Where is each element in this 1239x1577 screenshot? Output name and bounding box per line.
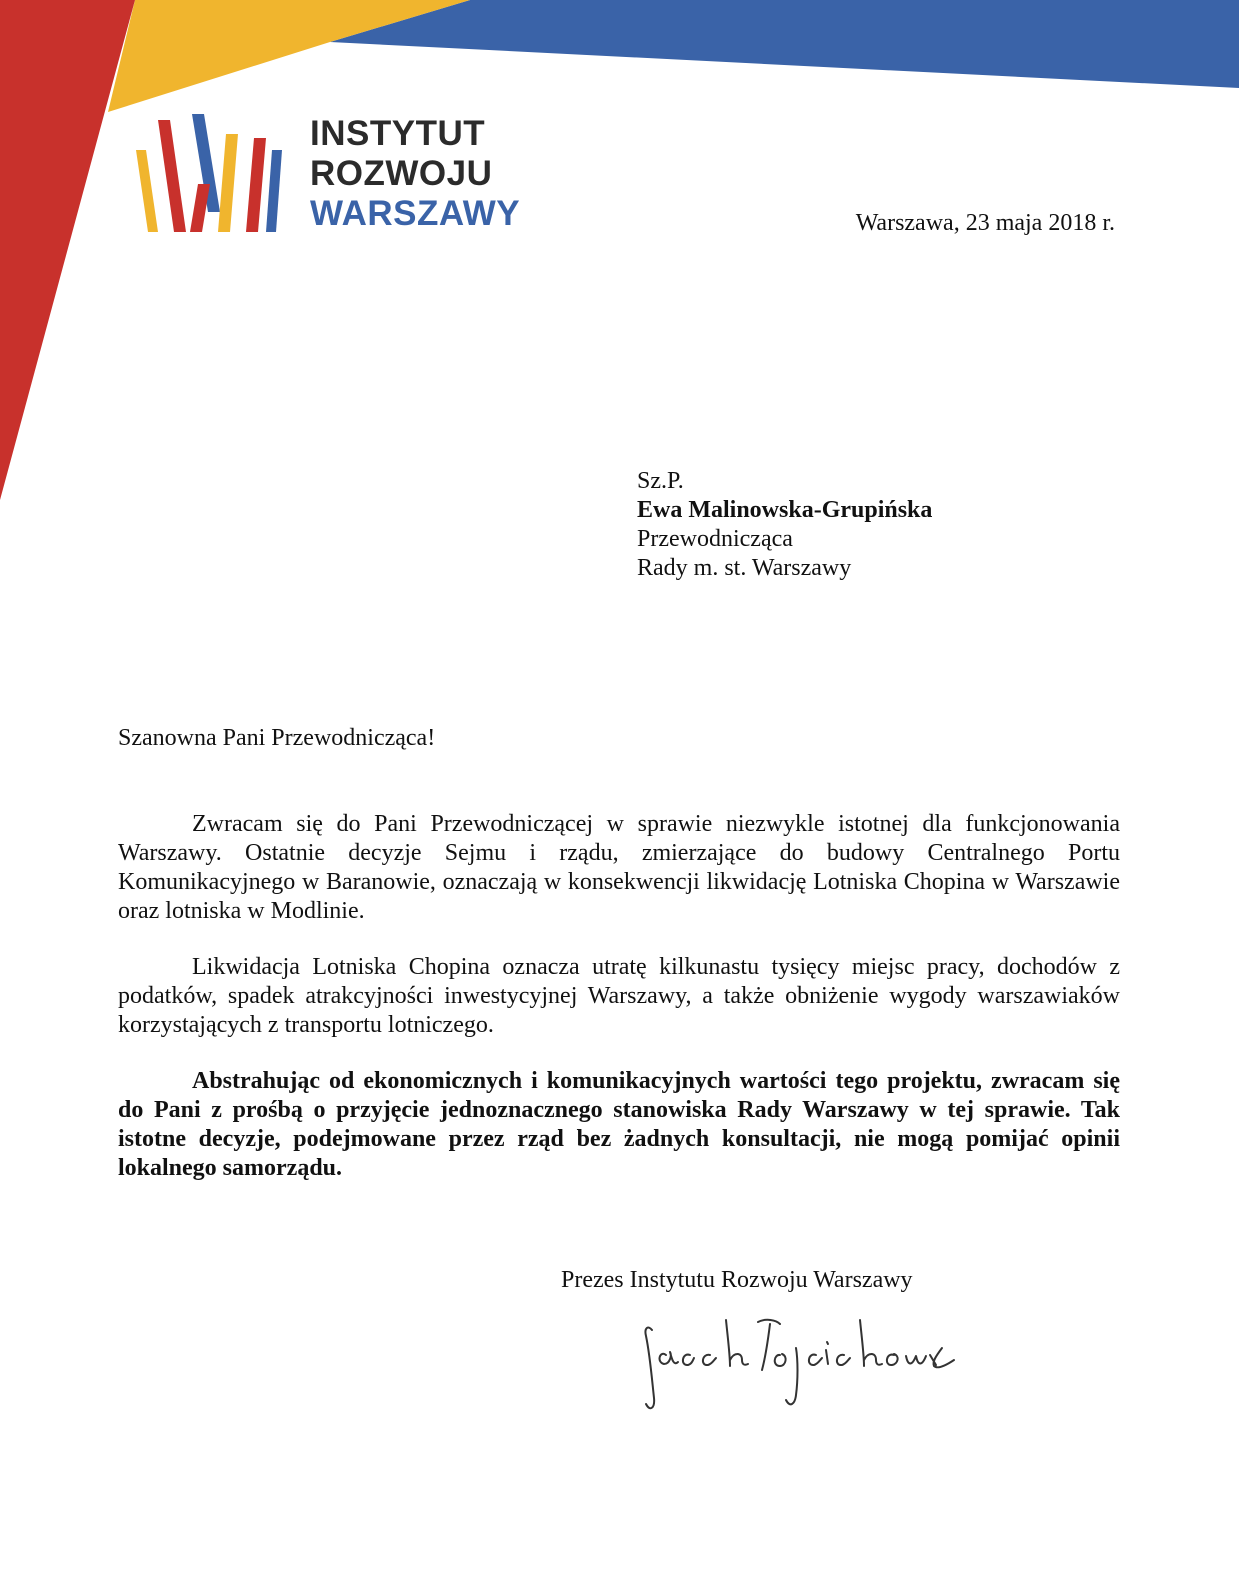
paragraph-3: [118, 1067, 1120, 1183]
paragraph-3-text: Abstrahując od ekonomicznych i komunikacyjnych wartości tego projektu, zwracam się do Pani z prośbą o przyjęcie jednoznacznego stanowiska Rady Warszawy w tej sprawie. Tak istotne decyzje, podejmowane przez rząd bez żadnych konsultacji, nie mogą pomijać opinii lokalnego samorządu.: [118, 1068, 1120, 1181]
logo-line-3: WARSZAWY: [310, 194, 521, 233]
salutation: Szanowna Pani Przewodnicząca!: [118, 725, 436, 751]
blue-stripe: [330, 0, 1239, 88]
paragraph-2: [118, 953, 1120, 1040]
recipient-prefix: Sz.P.: [637, 468, 684, 494]
logo-text: [310, 114, 520, 234]
recipient-name: Ewa Malinowska-Grupińska: [637, 497, 933, 523]
recipient-organization: Rady m. st. Warszawy: [637, 555, 852, 581]
logo-line-2: ROZWOJU: [310, 154, 493, 193]
recipient-title: Przewodnicząca: [637, 526, 793, 552]
red-stripe: [0, 0, 135, 500]
paragraph-2-text: Likwidacja Lotniska Chopina oznacza utratę kilkunastu tysięcy miejsc pracy, dochodów z podatków, spadek atrakcyjności inwestycyjnej Warszawy, a także obniżenie wygody warszawiaków korzystających z transportu lotniczego.: [118, 954, 1120, 1038]
paragraph-1: [118, 810, 1120, 926]
logo-line-1: INSTYTUT: [310, 114, 486, 153]
letter-date: Warszawa, 23 maja 2018 r.: [855, 210, 1115, 236]
header-decoration: [0, 0, 1239, 500]
paragraph-1-text: Zwracam się do Pani Przewodniczącej w sprawie niezwykle istotnej dla funkcjonowania Warszawy. Ostatnie decyzje Sejmu i rządu, zmierzające do budowy Centralnego Portu Komunikacyjnego w Baranowie, oznaczają w konsekwencji likwidację Lotniska Chopina w Warszawie oraz lotniska w Modlinie.: [118, 811, 1120, 924]
signature-title: Prezes Instytutu Rozwoju Warszawy: [561, 1267, 913, 1293]
handwritten-signature: [630, 1300, 970, 1415]
recipient-block: [637, 467, 932, 583]
logo-mark-icon: [136, 114, 286, 236]
